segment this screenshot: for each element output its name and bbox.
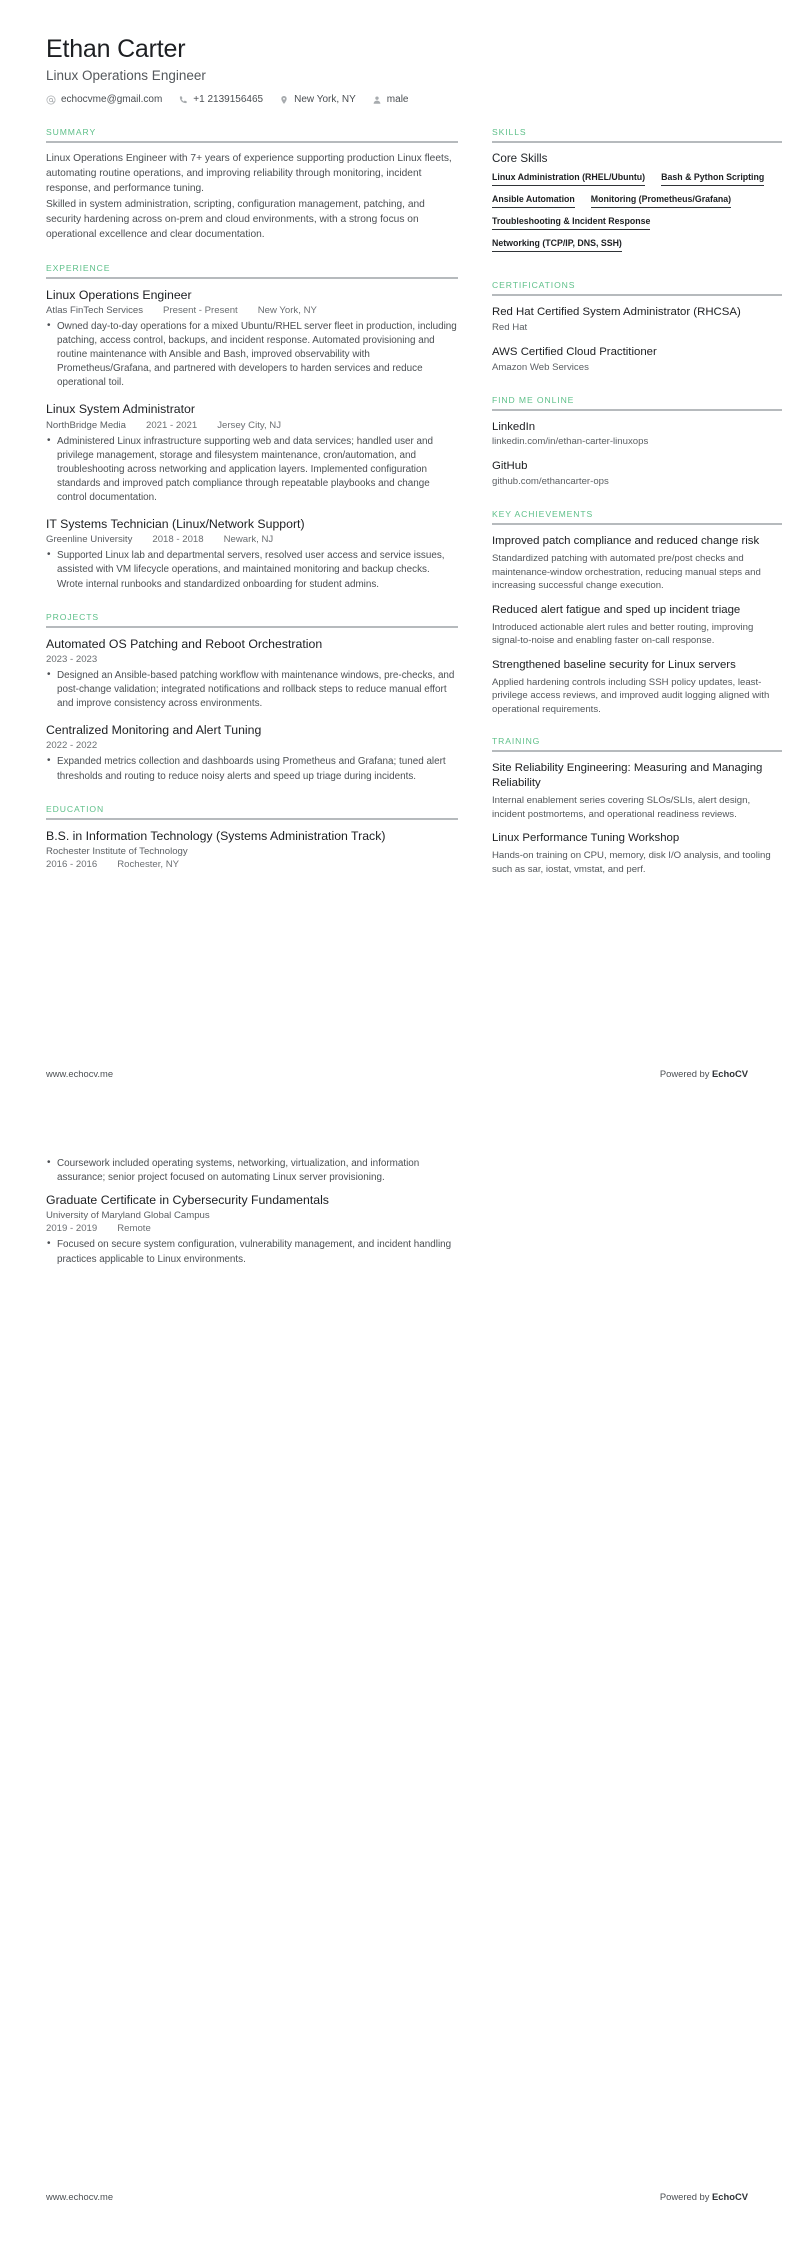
section-summary-title: SUMMARY bbox=[46, 127, 97, 137]
online-profile-network: LinkedIn bbox=[492, 420, 536, 433]
achievement-name: Improved patch compliance and reduced change risk bbox=[492, 535, 760, 548]
footer-powered-prefix: Powered by bbox=[659, 1068, 713, 1079]
page-footer bbox=[46, 2183, 748, 2202]
education-school: Rochester Institute of Technology bbox=[46, 845, 188, 857]
bullet-item: • Coursework included operating systems, networking, virtualization, and information assurance; senior project focused on automating Linux server provisioning. bbox=[46, 1157, 458, 1185]
contact-location-label: New York, NY bbox=[294, 94, 356, 105]
section-rule bbox=[492, 523, 782, 525]
skills-tag-list bbox=[492, 172, 782, 260]
bullet-item: • Owned day-to-day operations for a mixed Ubuntu/RHEL server fleet in production, including patching, access control, backups, and incident response. Automated provisioning and routine maintenance with Ansible and Bash, improved observability with Prometheus/Grafana, and partnered with developers to harden services and reduce operational toil. bbox=[46, 320, 458, 390]
certification-issuer: Red Hat bbox=[492, 321, 528, 333]
email-icon bbox=[46, 95, 56, 105]
section-rule bbox=[492, 294, 782, 296]
contact-row bbox=[46, 94, 748, 105]
contact-location bbox=[279, 94, 356, 105]
experience-entry bbox=[46, 402, 458, 505]
education-entry bbox=[46, 829, 458, 870]
experience-org: NorthBridge Media bbox=[46, 419, 126, 431]
experience-meta bbox=[46, 305, 458, 316]
bullet-item: • Expanded metrics collection and dashboards using Prometheus and Grafana; tuned alert thresholds and routing to reduce noisy alerts and speed up triage during incidents. bbox=[46, 755, 458, 783]
education-dates: 2016 - 2016 bbox=[46, 858, 98, 870]
section-find-me-online bbox=[492, 395, 782, 490]
section-training bbox=[492, 736, 782, 876]
education-bullets bbox=[46, 1238, 458, 1266]
certification-name: AWS Certified Cloud Practitioner bbox=[492, 345, 657, 358]
summary-paragraph: Linux Operations Engineer with 7+ years of experience supporting production Linux fleets, automating routine operations, and improving reliability through monitoring, incident response, and performance tuning. bbox=[46, 153, 452, 194]
section-rule bbox=[46, 818, 458, 820]
training-desc: Internal enablement series covering SLOs/SLIs, alert design, incident postmortems, and operational readiness reviews. bbox=[492, 795, 751, 820]
online-profile-item[interactable] bbox=[492, 459, 782, 489]
experience-location: New York, NY bbox=[257, 305, 317, 317]
education-entry bbox=[46, 1193, 458, 1266]
section-certifications bbox=[492, 280, 782, 375]
achievement-name: Reduced alert fatigue and sped up incident triage bbox=[492, 603, 741, 616]
experience-location: Jersey City, NJ bbox=[217, 419, 282, 431]
online-profile-url[interactable]: github.com/ethancarter-ops bbox=[492, 476, 609, 488]
bullet-item: • Designed an Ansible-based patching workflow with maintenance windows, pre-checks, and post-change validation; integrated notifications and rollback steps to reduce manual effort and improve consistency across environments. bbox=[46, 669, 458, 711]
education-degree: Graduate Certificate in Cybersecurity Fundamentals bbox=[46, 1193, 329, 1208]
candidate-name: Ethan Carter bbox=[46, 35, 186, 63]
certification-name: Red Hat Certified System Administrator (RHCSA) bbox=[492, 306, 741, 318]
skill-tag: Linux Administration (RHEL/Ubuntu) bbox=[492, 172, 645, 186]
certification-item bbox=[492, 345, 782, 375]
experience-entry bbox=[46, 288, 458, 391]
experience-meta bbox=[46, 420, 458, 431]
phone-icon bbox=[178, 95, 188, 105]
section-training-title: TRAINING bbox=[492, 736, 541, 747]
footer-site[interactable]: www.echocv.me bbox=[46, 2191, 114, 2202]
footer-powered-brand: EchoCV bbox=[712, 2191, 748, 2202]
section-key-achievements bbox=[492, 509, 782, 716]
bullet-item: • Administered Linux infrastructure supporting web and data services; handled user and privilege management, storage and filesystem maintenance, cron/automation, and troubleshooting across networking and application layers. Implemented configuration standards and improved patch compliance through repeatable playbooks and change control documentation. bbox=[46, 435, 458, 505]
experience-bullets bbox=[46, 549, 458, 591]
bullet-item: • Supported Linux lab and departmental servers, resolved user access and service issues, assisted with VM lifecycle operations, and maintained monitoring and backup checks. Wrote internal runbooks and standardized onboarding for student admins. bbox=[46, 549, 458, 591]
skill-tag: Bash & Python Scripting bbox=[661, 172, 764, 186]
education-location: Rochester, NY bbox=[117, 858, 180, 870]
certification-item bbox=[492, 305, 782, 335]
training-item bbox=[492, 831, 782, 876]
skills-group-title: Core Skills bbox=[492, 152, 548, 165]
project-meta bbox=[46, 740, 458, 751]
experience-role: Linux Operations Engineer bbox=[46, 287, 192, 302]
experience-role: IT Systems Technician (Linux/Network Support) bbox=[46, 517, 305, 532]
skill-tag: Networking (TCP/IP, DNS, SSH) bbox=[492, 238, 622, 252]
achievement-item bbox=[492, 658, 782, 717]
right-column bbox=[492, 127, 782, 896]
project-name: Automated OS Patching and Reboot Orchestration bbox=[46, 636, 323, 651]
section-key-achievements-title: KEY ACHIEVEMENTS bbox=[492, 509, 594, 520]
candidate-headline: Linux Operations Engineer bbox=[46, 68, 206, 83]
contact-email-label: echocvme@gmail.com bbox=[61, 94, 163, 105]
section-skills-title: SKILLS bbox=[492, 127, 527, 137]
skill-tag: Ansible Automation bbox=[492, 194, 575, 208]
section-find-me-online-title: FIND ME ONLINE bbox=[492, 394, 575, 405]
education-school: University of Maryland Global Campus bbox=[46, 1210, 210, 1222]
section-education-title: EDUCATION bbox=[46, 803, 105, 814]
section-experience-title: EXPERIENCE bbox=[46, 262, 111, 273]
resume-page-2 bbox=[0, 1123, 794, 2246]
project-bullets bbox=[46, 755, 458, 783]
footer-powered-prefix: Powered by bbox=[659, 2191, 713, 2202]
education-meta bbox=[46, 846, 458, 870]
experience-dates: 2021 - 2021 bbox=[146, 419, 198, 431]
online-profile-item[interactable] bbox=[492, 420, 782, 450]
footer-brand bbox=[660, 2191, 748, 2202]
section-rule bbox=[492, 141, 782, 143]
skill-tag: Monitoring (Prometheus/Grafana) bbox=[591, 194, 731, 208]
experience-bullets bbox=[46, 320, 458, 390]
project-entry bbox=[46, 723, 458, 783]
project-entry bbox=[46, 637, 458, 712]
section-projects bbox=[46, 612, 458, 784]
experience-org: Atlas FinTech Services bbox=[46, 305, 144, 317]
contact-email[interactable] bbox=[46, 94, 162, 105]
section-projects-title: PROJECTS bbox=[46, 611, 100, 622]
contact-phone[interactable] bbox=[178, 94, 263, 105]
left-column bbox=[46, 127, 458, 890]
section-certifications-title: CERTIFICATIONS bbox=[492, 280, 576, 290]
certification-issuer: Amazon Web Services bbox=[492, 361, 589, 373]
online-profile-url[interactable]: linkedin.com/in/ethan-carter-linuxops bbox=[492, 436, 649, 448]
resume-header bbox=[46, 34, 748, 105]
resume-columns-page2 bbox=[46, 1157, 748, 1287]
achievement-item bbox=[492, 603, 782, 648]
section-rule bbox=[46, 626, 458, 628]
footer-brand bbox=[660, 1068, 748, 1079]
experience-org: Greenline University bbox=[46, 534, 133, 546]
education-dates: 2019 - 2019 bbox=[46, 1223, 98, 1235]
training-desc: Hands-on training on CPU, memory, disk I/O analysis, and tooling such as sar, iostat, vmstat, and perf. bbox=[492, 850, 771, 875]
training-item bbox=[492, 761, 782, 821]
training-name: Site Reliability Engineering: Measuring and Managing Reliability bbox=[492, 762, 763, 790]
resume-columns bbox=[46, 127, 771, 896]
footer-powered-brand: EchoCV bbox=[712, 1068, 748, 1079]
section-experience bbox=[46, 263, 458, 592]
online-profile-network: GitHub bbox=[492, 460, 528, 473]
bullet-item: • Focused on secure system configuration, vulnerability management, and incident handling practices applicable to Linux environments. bbox=[46, 1238, 458, 1266]
section-rule bbox=[46, 141, 458, 143]
achievement-desc: Applied hardening controls including SSH policy updates, least-privilege access reviews, and improved audit logging aligned with operational requirements. bbox=[492, 676, 770, 715]
experience-role: Linux System Administrator bbox=[46, 402, 195, 417]
project-dates: 2022 - 2022 bbox=[46, 740, 98, 752]
section-skills bbox=[492, 127, 782, 260]
section-summary bbox=[46, 127, 458, 243]
achievement-desc: Introduced actionable alert rules and better routing, improving signal-to-noise and enabling faster on-call response. bbox=[492, 621, 754, 647]
experience-dates: Present - Present bbox=[163, 305, 238, 317]
experience-bullets bbox=[46, 435, 458, 505]
contact-gender bbox=[372, 94, 409, 105]
achievement-name: Strengthened baseline security for Linux servers bbox=[492, 658, 736, 671]
section-education bbox=[46, 804, 458, 870]
section-rule bbox=[46, 277, 458, 279]
page-footer bbox=[46, 1060, 748, 1079]
achievement-desc: Standardized patching with automated pre/post checks and maintenance-window orchestration, reducing manual steps and increasing successful change execution. bbox=[492, 552, 761, 592]
contact-phone-label: +1 2139156465 bbox=[193, 94, 264, 105]
education-meta bbox=[46, 1210, 458, 1234]
section-education-continued bbox=[46, 1157, 458, 1267]
section-rule bbox=[492, 750, 782, 752]
footer-site[interactable]: www.echocv.me bbox=[46, 1068, 114, 1079]
section-rule bbox=[492, 409, 782, 411]
summary-paragraph: Skilled in system administration, scripting, configuration management, patching, and security hardening across on-prem and cloud environments, with a strong focus on operational excellence and clear documentation. bbox=[46, 199, 425, 240]
project-name: Centralized Monitoring and Alert Tuning bbox=[46, 723, 262, 738]
experience-meta bbox=[46, 534, 458, 545]
skill-tag: Troubleshooting & Incident Response bbox=[492, 216, 650, 230]
person-icon bbox=[372, 95, 382, 105]
education-location: Remote bbox=[117, 1223, 151, 1235]
location-pin-icon bbox=[279, 95, 289, 105]
project-meta bbox=[46, 654, 458, 665]
education-bullets bbox=[46, 1157, 458, 1185]
experience-location: Newark, NJ bbox=[223, 534, 274, 546]
education-degree: B.S. in Information Technology (Systems Administration Track) bbox=[46, 828, 386, 843]
contact-gender-label: male bbox=[386, 94, 409, 105]
training-name: Linux Performance Tuning Workshop bbox=[492, 832, 680, 845]
experience-dates: 2018 - 2018 bbox=[152, 534, 204, 546]
achievement-item bbox=[492, 534, 782, 593]
experience-entry bbox=[46, 517, 458, 592]
left-column-page2 bbox=[46, 1157, 458, 1287]
project-bullets bbox=[46, 669, 458, 711]
project-dates: 2023 - 2023 bbox=[46, 653, 98, 665]
